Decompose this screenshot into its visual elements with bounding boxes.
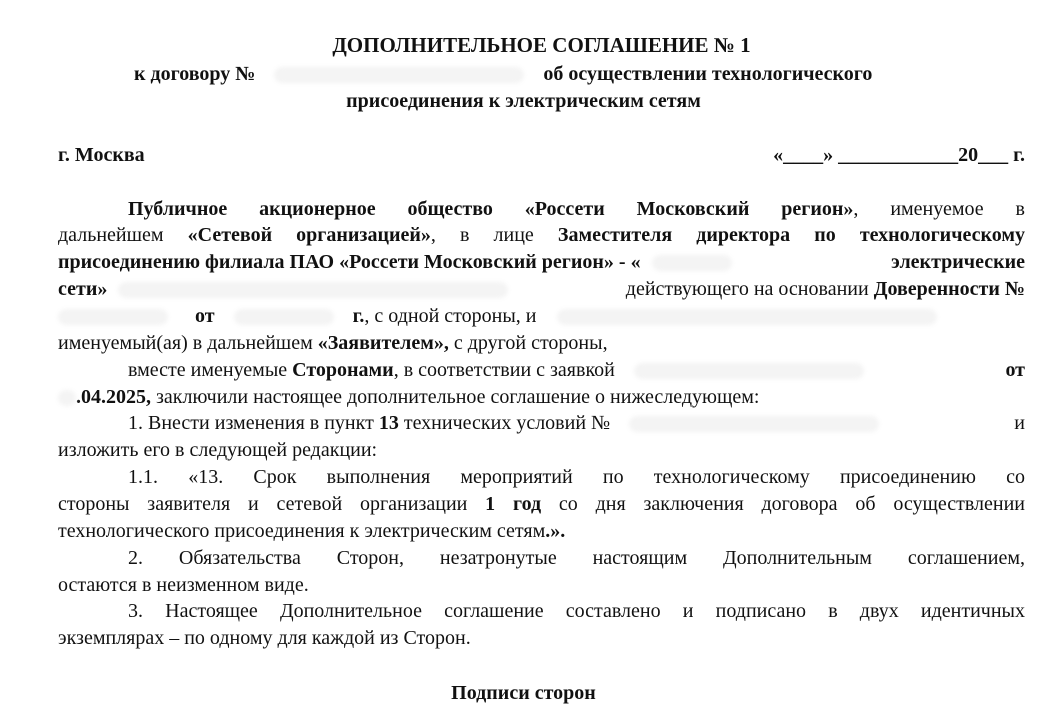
contract-number-label: к договору № [134,63,256,85]
document-title: ДОПОЛНИТЕЛЬНОЕ СОГЛАШЕНИЕ № 1 [332,33,751,57]
para1-line-5: от г., с одной стороны, и [58,303,1025,329]
redacted-application-day [58,390,76,406]
item11-line-1: 1.1. «13. Срок выполнения мероприятий по технологическому присоединению со [128,466,1025,488]
redacted-poa-number [58,309,168,325]
item2-line-2: остаются в неизменном виде. [58,574,309,596]
item2-line-1: 2. Обязательства Сторон, незатронутые настоящим Дополнительным соглашением, [128,547,1025,569]
redacted-branch-name [652,255,732,271]
item3-line-1: 3. Настоящее Дополнительное соглашение составлено и подписано в двух идентичных [128,600,1025,622]
item1-line-2: изложить его в следующей редакции: [58,439,378,461]
para2-line-2: .04.2025, заключили настоящее дополнительное соглашение о нижеследующем: [58,384,1025,410]
para2-line-1: вместе именуемые Сторонами, в соответствии с заявкой от [128,359,1025,381]
para1-line-3: присоединению филиала ПАО «Россети Московский регион» - « электрические [58,251,1025,273]
redacted-contract-number [274,67,524,83]
redacted-tech-conditions-number [629,416,879,432]
header-line-3: присоединения к электрическим сетям [346,90,701,112]
para1-line-4: сети» действующего на основании Доверенности № [58,278,1025,300]
header-line-2 [134,61,964,87]
item11-line-3: технологического присоединения к электрическим сетям.». [58,520,566,542]
redacted-representative-name [118,282,508,298]
para1-line-2: дальнейшем «Сетевой организацией», в лице Заместителя директора по технологическому [58,224,1025,246]
redacted-applicant-name [557,309,937,325]
date-blank: «____» ____________20___ г. [773,144,1025,166]
item11-line-2: стороны заявителя и сетевой организации 1 год со дня заключения договора об осуществлении [58,493,1026,515]
redacted-poa-date [234,309,334,325]
city: г. Москва [58,144,145,166]
para1-line-1: Публичное акционерное общество «Россети Московский регион», именуемое в [128,198,1025,220]
item1-line-1: 1. Внести изменения в пункт 13 технических условий № и [128,412,1025,434]
signatures-title: Подписи сторон [451,682,596,704]
item3-line-2: экземплярах – по одному для каждой из Сторон. [58,627,471,649]
redacted-application-number [634,363,864,379]
place-date-row [58,142,1025,168]
para1-line-6: именуемый(ая) в дальнейшем «Заявителем», с другой стороны, [58,332,608,354]
header-line-2-right: об осуществлении технологического [543,63,873,85]
